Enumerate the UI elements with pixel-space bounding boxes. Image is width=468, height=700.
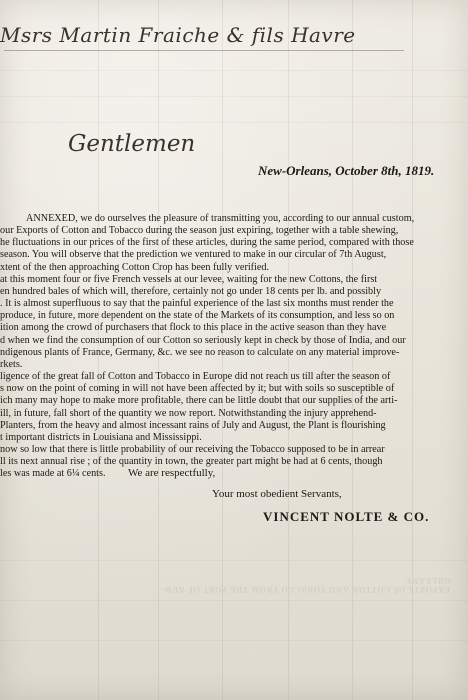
signature: VINCENT NOLTE & CO. [263,509,430,524]
body-line: ill, in future, fall short of the quantity we now report. Notwithstanding the injury apprehend- [0,407,377,419]
body-line: Planters, from the heavy and almost incessant rains of July and August, the Plant is flourishing [0,419,386,431]
body-line: now so low that there is little probability of our receiving the Tobacco supposed to be in arrear [0,443,385,455]
body-line: ANNEXED, we do ourselves the pleasure of transmitting you, according to our annual custom, [26,213,415,224]
body-line: . It is almost superfluous to say that the painful experience of the last six months must render the [0,298,394,310]
dateline: New-Orleans, October 8th, 1819. [258,163,435,178]
body-line: d when we find the consumption of our Cotton so seriously kept in check by those of India, and our [0,334,406,346]
body-line: our Exports of Cotton and Tobacco during the season just expiring, together with a table shewing, [0,225,399,237]
body-line: les was made at 6¼ cents. [0,468,106,480]
closing-line: We are respectfully, [128,467,216,479]
body-line: s now on the point of coming in will not have been affected by it; but with soils so susceptible of [0,383,395,395]
closing-line: Your most obedient Servants, [212,488,342,500]
body-line: season. You will observe that the prediction we ventured to make in our circular of 7th August, [0,249,387,261]
body-line: produce, in future, more dependent on the state of the Markets of its consumption, and less so on [0,310,395,322]
body-line: rkets. [0,358,23,370]
body-line: ligence of the great fall of Cotton and Tobacco in Europe did not reach us till after the season of [0,371,391,383]
handwritten-addressee: Msrs Martin Fraiche & fils Havre [0,23,356,47]
body-line: ition among the crowd of purchasers that flock to this place in the active season than they have [0,322,387,334]
body-line: xtent of the then approaching Cotton Crop has been fully verified. [0,261,270,273]
bleed-through-heading: EXPORTS OF COTTON AND TOBACCO FROM THE PORT OF NEW-ORLEANS [159,576,450,594]
body-line: en hundred bales of which will, therefore, certainly not go under 18 cents per lb. and possibly [0,285,382,297]
body-line: ich many may hope to make more profitable, there can be little doubt that our supplies of the arti- [0,395,398,407]
body-line: ndigenous plants of France, Germany, &c. we see no reason to calculate on any material improve- [0,346,400,358]
body-line: at this moment four or five French vessels at our levee, waiting for the new Cottons, the first [0,273,378,285]
handwritten-salutation: Gentlemen [68,131,196,157]
body-line: he fluctuations in our prices of the first of these articles, during the same period, compared with those [0,237,414,249]
letter-body [0,213,468,480]
addressee-underline [4,50,404,51]
body-line: t important districts in Louisiana and Mississippi. [0,431,202,443]
body-line: ll its next annual rise ; of the quantity in town, the greater part might be had at 6 cents, though [0,456,383,468]
